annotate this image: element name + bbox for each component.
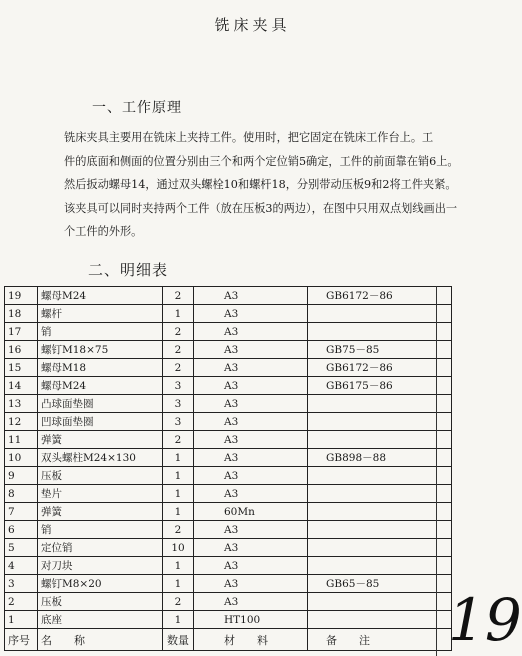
cell-remarks: GB75－85 (308, 341, 452, 359)
cell-material: A3 (194, 593, 308, 611)
cell-part-name: 弹簧 (38, 431, 163, 449)
cell-row-number: 16 (5, 341, 38, 359)
cell-remarks (308, 557, 452, 575)
cell-material: A3 (194, 287, 308, 305)
cell-material: HT100 (194, 611, 308, 629)
cell-quantity: 3 (163, 395, 194, 413)
cell-remarks: GB898－88 (308, 449, 452, 467)
cell-row-number: 10 (5, 449, 38, 467)
cell-part-name: 销 (38, 521, 163, 539)
cell-row-number: 14 (5, 377, 38, 395)
cell-remarks (308, 467, 452, 485)
cell-part-name: 压板 (38, 467, 163, 485)
cell-quantity: 3 (163, 413, 194, 431)
cell-row-number: 18 (5, 305, 38, 323)
cell-quantity: 1 (163, 485, 194, 503)
header-row-number: 序号 (5, 629, 38, 651)
table-row (5, 323, 452, 341)
cell-quantity: 2 (163, 521, 194, 539)
cell-remarks: GB6175－86 (308, 377, 452, 395)
cell-part-name: 螺母M18 (38, 359, 163, 377)
working-principle-paragraph (64, 126, 494, 244)
table-row (5, 467, 452, 485)
cell-part-name: 双头螺柱M24×130 (38, 449, 163, 467)
cell-material: A3 (194, 377, 308, 395)
cell-remarks (308, 593, 452, 611)
cell-row-number: 6 (5, 521, 38, 539)
cell-quantity: 2 (163, 593, 194, 611)
cell-material: A3 (194, 467, 308, 485)
cell-quantity: 3 (163, 377, 194, 395)
cell-remarks (308, 431, 452, 449)
table-row (5, 395, 452, 413)
table-row (5, 503, 452, 521)
paragraph-line: 件的底面和侧面的位置分别由三个和两个定位销5确定，工件的前面靠在销6上。 (64, 154, 459, 168)
cell-part-name: 螺钉M18×75 (38, 341, 163, 359)
table-row (5, 305, 452, 323)
cell-part-name: 螺钉M8×20 (38, 575, 163, 593)
cell-material: A3 (194, 521, 308, 539)
cell-part-name: 螺母M24 (38, 287, 163, 305)
cell-row-number: 7 (5, 503, 38, 521)
document-title: 铣床夹具 (214, 16, 291, 34)
parts-list-table (4, 286, 452, 651)
cell-part-name: 对刀块 (38, 557, 163, 575)
table-row (5, 377, 452, 395)
cell-quantity: 2 (163, 287, 194, 305)
cell-remarks: GB6172－86 (308, 287, 452, 305)
cell-material: A3 (194, 305, 308, 323)
cell-remarks (308, 305, 452, 323)
table-row (5, 341, 452, 359)
cell-remarks (308, 413, 452, 431)
cell-part-name: 螺母M24 (38, 377, 163, 395)
cell-material: A3 (194, 539, 308, 557)
cell-row-number: 17 (5, 323, 38, 341)
paragraph-line: 该夹具可以同时夹持两个工件（放在压板3的两边），在图中只用双点划线画出一 (64, 201, 458, 215)
table-row (5, 521, 452, 539)
cell-quantity: 2 (163, 359, 194, 377)
table-row (5, 557, 452, 575)
cell-quantity: 1 (163, 611, 194, 629)
table-right-border (436, 286, 437, 656)
cell-material: A3 (194, 341, 308, 359)
cell-part-name: 压板 (38, 593, 163, 611)
table-row (5, 359, 452, 377)
cell-quantity: 2 (163, 341, 194, 359)
cell-quantity: 10 (163, 539, 194, 557)
table-row (5, 611, 452, 629)
cell-quantity: 1 (163, 449, 194, 467)
cell-part-name: 底座 (38, 611, 163, 629)
cell-material: A3 (194, 395, 308, 413)
cell-row-number: 12 (5, 413, 38, 431)
table-row (5, 431, 452, 449)
table-row (5, 449, 452, 467)
cell-quantity: 2 (163, 323, 194, 341)
cell-quantity: 1 (163, 557, 194, 575)
cell-part-name: 垫片 (38, 485, 163, 503)
cell-row-number: 5 (5, 539, 38, 557)
handwritten-number: 19 (448, 586, 522, 654)
cell-quantity: 1 (163, 575, 194, 593)
cell-remarks (308, 503, 452, 521)
cell-quantity: 1 (163, 503, 194, 521)
cell-part-name: 定位销 (38, 539, 163, 557)
cell-material: A3 (194, 449, 308, 467)
cell-part-name: 凸球面垫圈 (38, 395, 163, 413)
cell-part-name: 销 (38, 323, 163, 341)
paragraph-line: 铣床夹具主要用在铣床上夹持工件。使用时，把它固定在铣床工作台上。工 (64, 131, 434, 144)
cell-row-number: 19 (5, 287, 38, 305)
cell-remarks (308, 323, 452, 341)
cell-row-number: 2 (5, 593, 38, 611)
cell-row-number: 4 (5, 557, 38, 575)
cell-row-number: 8 (5, 485, 38, 503)
cell-row-number: 15 (5, 359, 38, 377)
cell-remarks (308, 485, 452, 503)
cell-material: A3 (194, 413, 308, 431)
cell-row-number: 13 (5, 395, 38, 413)
cell-quantity: 1 (163, 467, 194, 485)
table-row (5, 413, 452, 431)
cell-quantity: 1 (163, 305, 194, 323)
cell-row-number: 11 (5, 431, 38, 449)
cell-remarks (308, 395, 452, 413)
table-header-row (5, 629, 452, 651)
cell-remarks (308, 611, 452, 629)
header-quantity: 数量 (163, 629, 194, 651)
table-row (5, 575, 452, 593)
cell-part-name: 螺杆 (38, 305, 163, 323)
paragraph-line: 个工件的外形。 (64, 225, 143, 238)
cell-remarks (308, 521, 452, 539)
cell-row-number: 1 (5, 611, 38, 629)
cell-part-name: 弹簧 (38, 503, 163, 521)
cell-material: 60Mn (194, 503, 308, 521)
header-material: 材 料 (194, 629, 308, 651)
table-row (5, 539, 452, 557)
section-heading-working-principle: 一、工作原理 (92, 100, 182, 116)
cell-row-number: 9 (5, 467, 38, 485)
table-row (5, 287, 452, 305)
cell-material: A3 (194, 485, 308, 503)
cell-material: A3 (194, 323, 308, 341)
paragraph-line: 然后扳动螺母14，通过双头螺栓10和螺杆18，分别带动压板9和2将工件夹紧。 (64, 178, 457, 191)
cell-remarks: GB65－85 (308, 575, 452, 593)
cell-material: A3 (194, 557, 308, 575)
cell-material: A3 (194, 431, 308, 449)
header-part-name: 名 称 (38, 629, 163, 651)
cell-material: A3 (194, 575, 308, 593)
cell-remarks: GB6172－86 (308, 359, 452, 377)
table-row (5, 593, 452, 611)
cell-row-number: 3 (5, 575, 38, 593)
cell-material: A3 (194, 359, 308, 377)
cell-quantity: 2 (163, 431, 194, 449)
cell-remarks (308, 539, 452, 557)
header-remarks: 备 注 (308, 629, 452, 651)
cell-part-name: 凹球面垫圈 (38, 413, 163, 431)
section-heading-parts-list: 二、明细表 (88, 261, 169, 279)
table-row (5, 485, 452, 503)
